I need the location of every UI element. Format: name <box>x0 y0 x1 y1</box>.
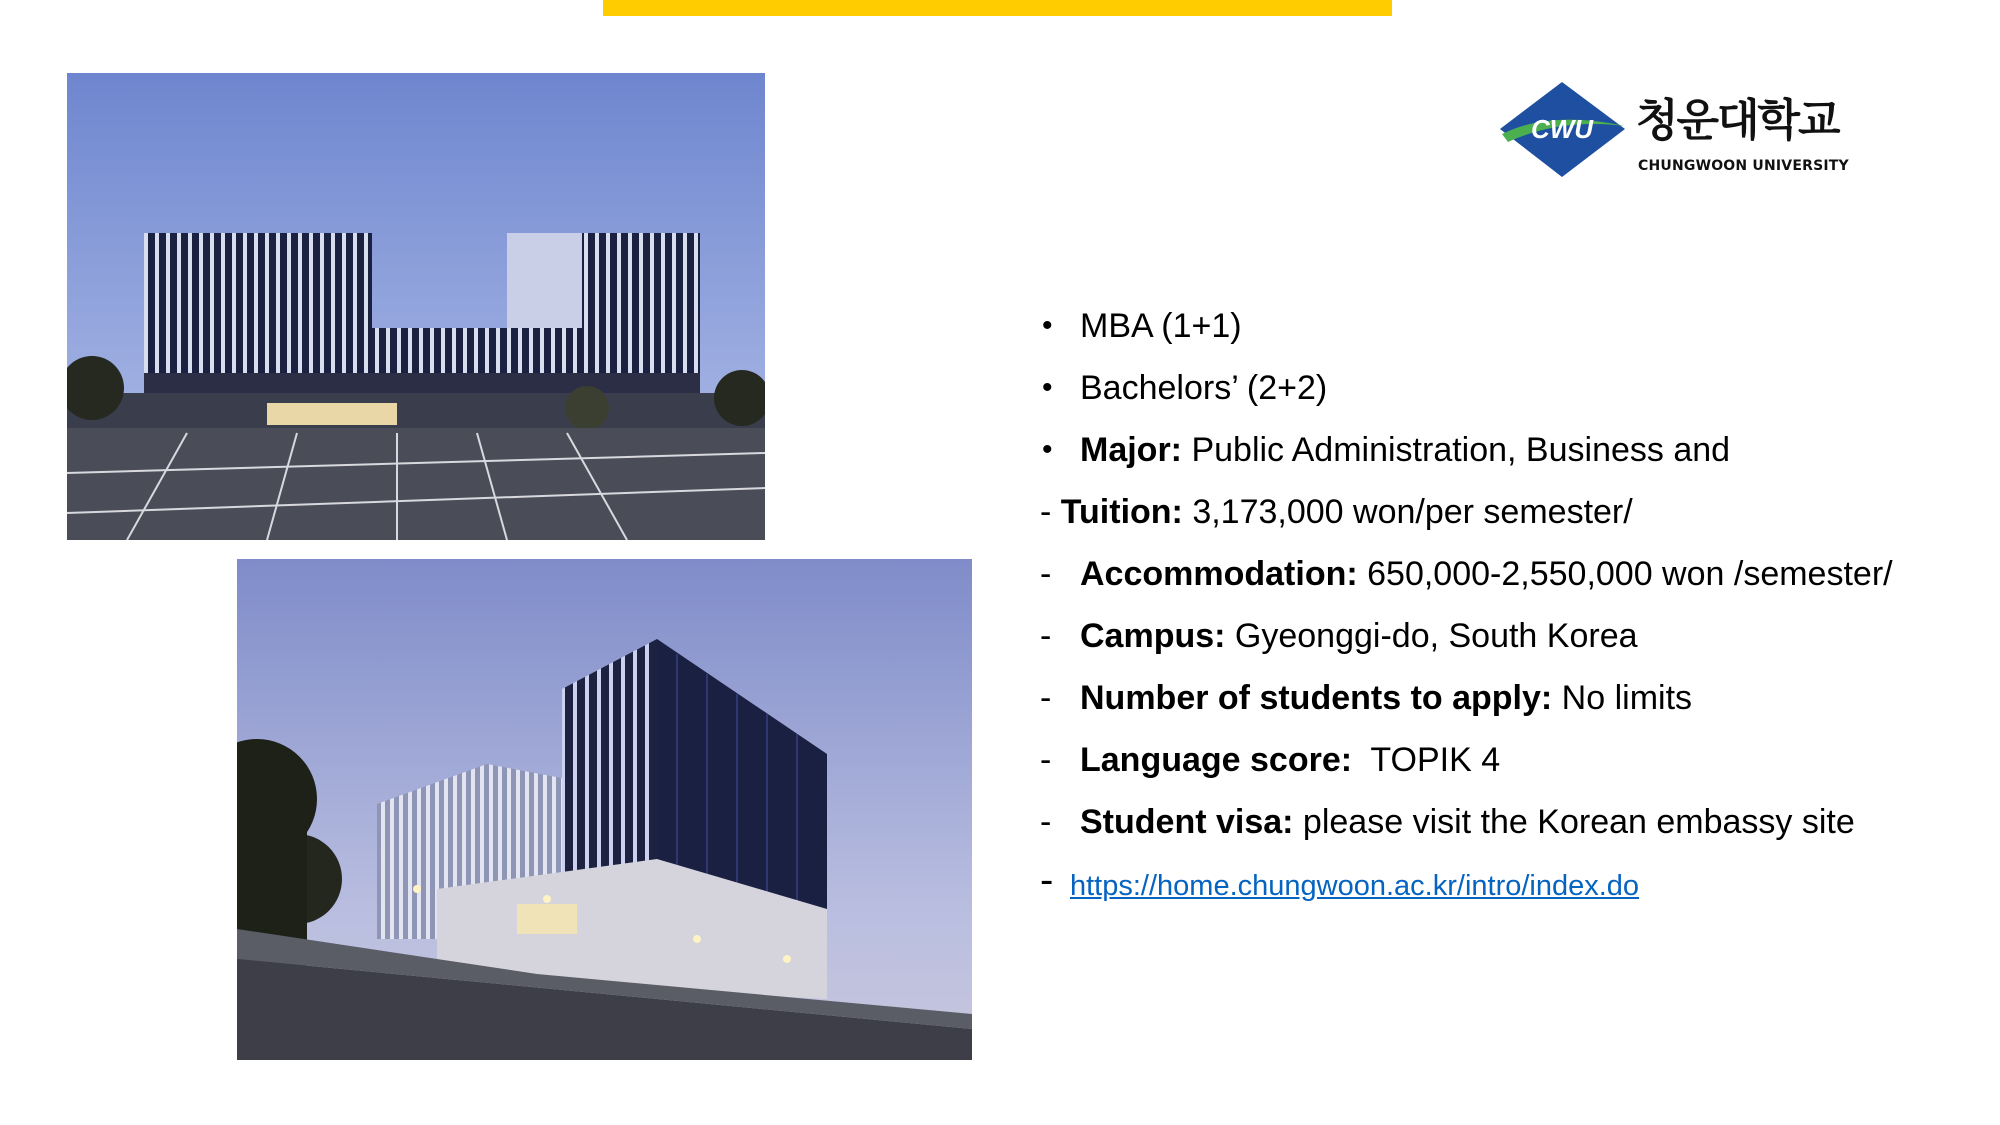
campus-value: Gyeonggi-do, South Korea <box>1225 617 1638 655</box>
logo-english-name: CHUNGWOON UNIVERSITY <box>1638 158 1849 174</box>
students-value: No limits <box>1552 679 1693 717</box>
mba-text: MBA (1+1) <box>1080 307 1242 345</box>
language-label: Language score: <box>1080 741 1353 779</box>
tuition-prefix: - <box>1040 493 1061 531</box>
list-item-students <box>1040 677 1970 719</box>
dash-icon: - <box>1040 679 1052 717</box>
accommodation-value: 650,000-2,550,000 won /semester/ <box>1357 555 1893 593</box>
dash-icon: - <box>1040 617 1052 655</box>
list-item-tuition <box>1040 491 1970 533</box>
dash-icon: - <box>1040 555 1052 593</box>
visa-label: Student visa: <box>1080 803 1294 841</box>
language-value: TOPIK 4 <box>1352 741 1501 779</box>
accommodation-label: Accommodation: <box>1080 555 1358 593</box>
dash-icon: - <box>1040 858 1054 902</box>
list-item-visa <box>1040 801 1970 843</box>
list-item-campus <box>1040 615 1970 657</box>
list-item-language <box>1040 739 1970 781</box>
program-details <box>1040 305 1970 927</box>
bullet-icon: • <box>1042 433 1053 466</box>
campus-building-photo-2 <box>237 559 972 1060</box>
dash-icon: - <box>1040 803 1052 841</box>
list-item-major <box>1040 429 1970 471</box>
dash-icon: - <box>1040 741 1052 779</box>
major-value: Public Administration, Business and <box>1182 431 1731 469</box>
logo-korean-name: 청운대학교 <box>1636 95 1839 146</box>
tuition-value: 3,173,000 won/per semester/ <box>1182 493 1633 531</box>
bachelors-text: Bachelors’ (2+2) <box>1080 369 1328 407</box>
university-website-link[interactable]: https://home.chungwoon.ac.kr/intro/index.do <box>1070 870 1640 902</box>
tuition-label: Tuition: <box>1060 493 1183 531</box>
list-item-bachelors <box>1040 367 1970 409</box>
logo-badge-text: CWU <box>1530 114 1594 144</box>
visa-value: please visit the Korean embassy site <box>1293 803 1855 841</box>
bullet-icon: • <box>1042 371 1053 404</box>
campus-label: Campus: <box>1080 617 1226 655</box>
accent-bar <box>603 0 1392 16</box>
students-label: Number of students to apply: <box>1080 679 1553 717</box>
list-item-link <box>1040 858 1970 907</box>
bullet-icon: • <box>1042 309 1053 342</box>
list-item-accommodation <box>1040 553 1970 595</box>
list-item-mba <box>1040 305 1970 347</box>
cwu-diamond-icon <box>1500 82 1625 177</box>
major-label: Major: <box>1080 431 1182 469</box>
campus-building-photo-1 <box>67 73 765 540</box>
university-logo <box>1500 82 1885 177</box>
